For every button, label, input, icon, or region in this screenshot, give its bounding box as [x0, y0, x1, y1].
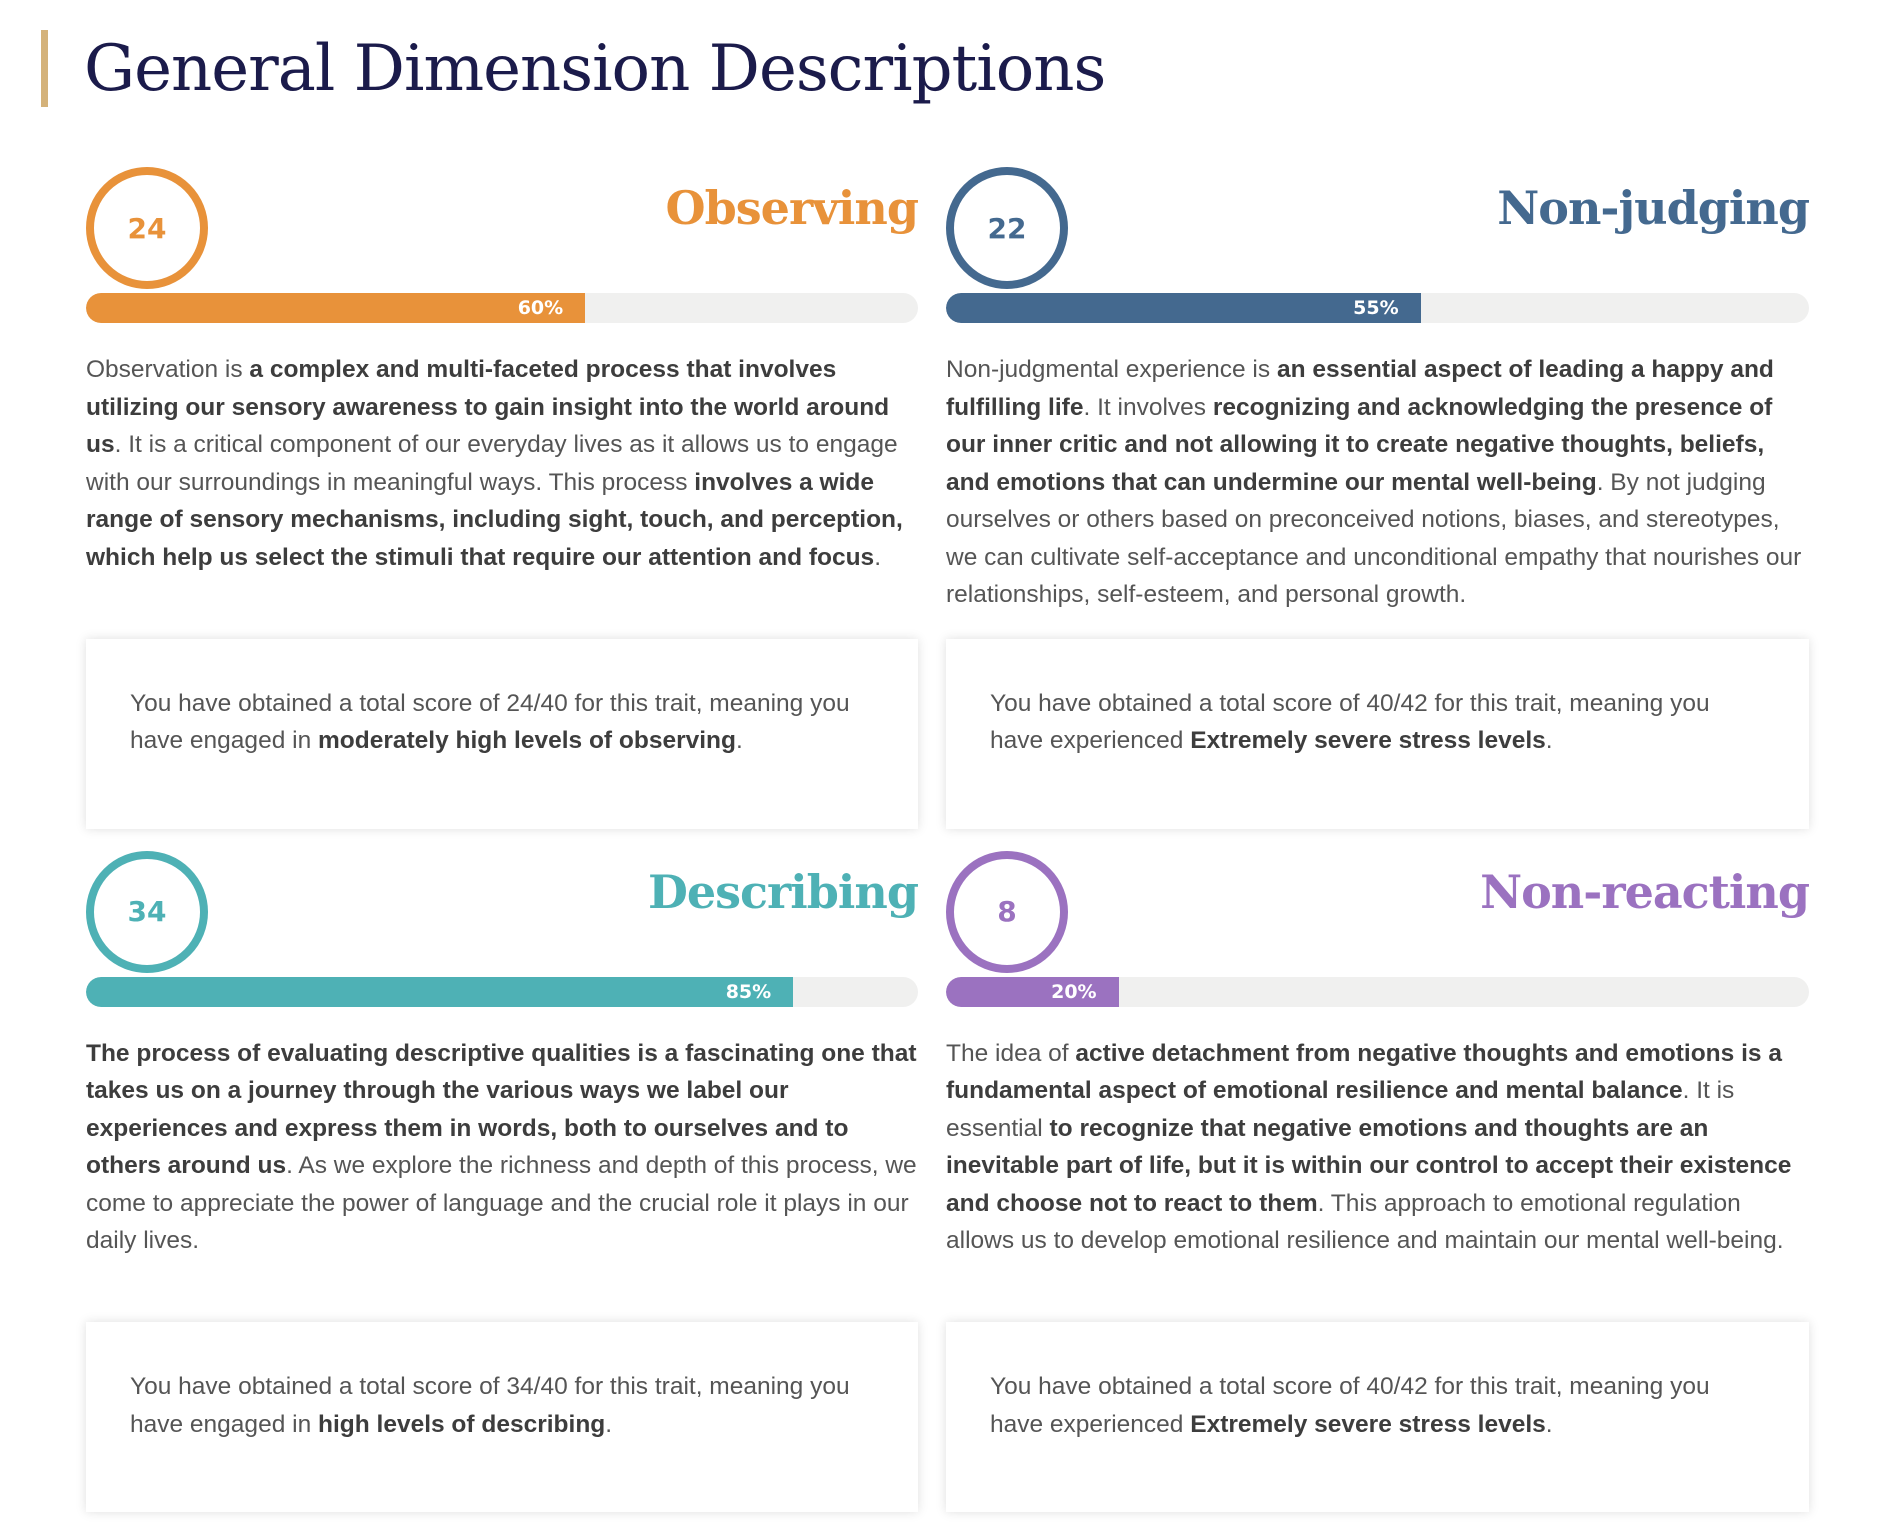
progress-fill [946, 977, 1119, 1007]
progress-label: 60% [517, 297, 564, 319]
score-ring: 8 [946, 851, 1068, 973]
body-text: . [874, 543, 881, 571]
body-text: You have obtained a total score of 40/42 for this trait, meaning you have experienced [990, 689, 1710, 754]
emphasis-text: an essential aspect of leading a happy and fulfilling life [946, 356, 1774, 421]
score-result-box [946, 1322, 1809, 1512]
dimension-title: Observing [665, 181, 918, 235]
body-text: Non-judgmental experience is [946, 356, 1277, 383]
emphasis-text: recognizing and acknowledging the presence of our inner critic and not allowing it to create negative thoughts, beliefs, and emotions that can undermine our mental well-being [946, 393, 1773, 496]
score-ring: 34 [86, 851, 208, 973]
dimension-title: Describing [647, 864, 918, 919]
emphasis-text: moderately high levels of observing [318, 727, 736, 754]
emphasis-text: a complex and multi-faceted process that involves utilizing our sensory awareness to gain insight into the world around us [86, 356, 890, 458]
progress-fill [86, 977, 793, 1007]
progress-fill [86, 293, 585, 323]
body-text: . It is a critical component of our everyday lives as it allows us to engage with our surroundings in meaningful ways. This process [86, 431, 898, 496]
body-text: . [1545, 1410, 1553, 1438]
score-result-box [86, 639, 918, 829]
card-header [86, 165, 918, 293]
emphasis-text: active detachment from negative thoughts and emotions is a fundamental aspect of emotional resilience and mental balance [946, 1039, 1782, 1104]
emphasis-text: involves a wide range of sensory mechanisms, including sight, touch, and perception, which help us select the stimuli that require our attention and focus [86, 468, 903, 571]
dimension-card-observing [86, 165, 918, 829]
progress-fill [946, 293, 1421, 323]
card-header [86, 849, 918, 977]
dimension-description [86, 351, 918, 614]
dimension-description [86, 1035, 918, 1298]
dimensions-grid [86, 165, 1809, 1512]
progress-label: 85% [725, 980, 772, 1003]
body-text: You have obtained a total score of 40/42 for this trait, meaning you have experienced [990, 1373, 1710, 1438]
score-result-box [946, 639, 1809, 829]
body-text: . It involves [1083, 393, 1213, 421]
page-header [41, 30, 1105, 107]
score-ring: 22 [946, 167, 1068, 289]
emphasis-text: to recognize that negative emotions and thoughts are an inevitable part of life, but it is within our control to accept their existence and choose not to react to them [946, 1114, 1792, 1217]
score-result-box [86, 1322, 918, 1512]
dimension-card-nonreacting [946, 849, 1809, 1513]
card-header [946, 165, 1809, 293]
body-text: . This approach to emotional regulation allows us to develop emotional resilience and maintain our mental well-being. [946, 1189, 1784, 1254]
dimension-card-describing [86, 849, 918, 1513]
body-text: Observation is [86, 356, 250, 383]
body-text: . It is essential [946, 1077, 1735, 1142]
body-text: . [1545, 727, 1553, 754]
progress-track [86, 293, 918, 323]
dimension-description [946, 351, 1809, 614]
body-text: . [735, 727, 743, 754]
emphasis-text: Extremely severe stress levels [1190, 727, 1546, 754]
body-text: You have obtained a total score of 24/40 for this trait, meaning you have engaged in [130, 689, 850, 754]
body-text: . As we explore the richness and depth of this process, we come to appreciate the power of language and the crucial role it plays in our daily lives. [86, 1152, 917, 1254]
progress-label: 55% [1353, 297, 1399, 319]
emphasis-text: Extremely severe stress levels [1190, 1410, 1546, 1438]
dimension-title: Non-judging [1497, 181, 1809, 235]
body-text: The idea of [946, 1039, 1076, 1067]
body-text: . By not judging ourselves or others based on preconceived notions, biases, and stereotypes, we can cultivate self-acceptance and unconditional empathy that nourishes our relationships, self-esteem, and personal growth. [946, 468, 1802, 608]
card-header [946, 849, 1809, 977]
score-ring: 24 [86, 167, 208, 289]
body-text: You have obtained a total score of 34/40 for this trait, meaning you have engaged in [130, 1373, 850, 1438]
progress-label: 20% [1051, 980, 1097, 1003]
body-text: . [605, 1410, 613, 1438]
dimension-card-nonjudging [946, 165, 1809, 829]
dimension-title: Non-reacting [1480, 864, 1809, 919]
emphasis-text: high levels of describing [318, 1410, 606, 1438]
progress-track [946, 977, 1809, 1007]
emphasis-text: The process of evaluating descriptive qualities is a fascinating one that takes us on a journey through the various ways we label our experiences and express them in words, both to ourselves and to others around us [86, 1039, 917, 1179]
progress-track [946, 293, 1809, 323]
page-title: General Dimension Descriptions [84, 31, 1106, 106]
dimension-description [946, 1035, 1809, 1298]
progress-track [86, 977, 918, 1007]
